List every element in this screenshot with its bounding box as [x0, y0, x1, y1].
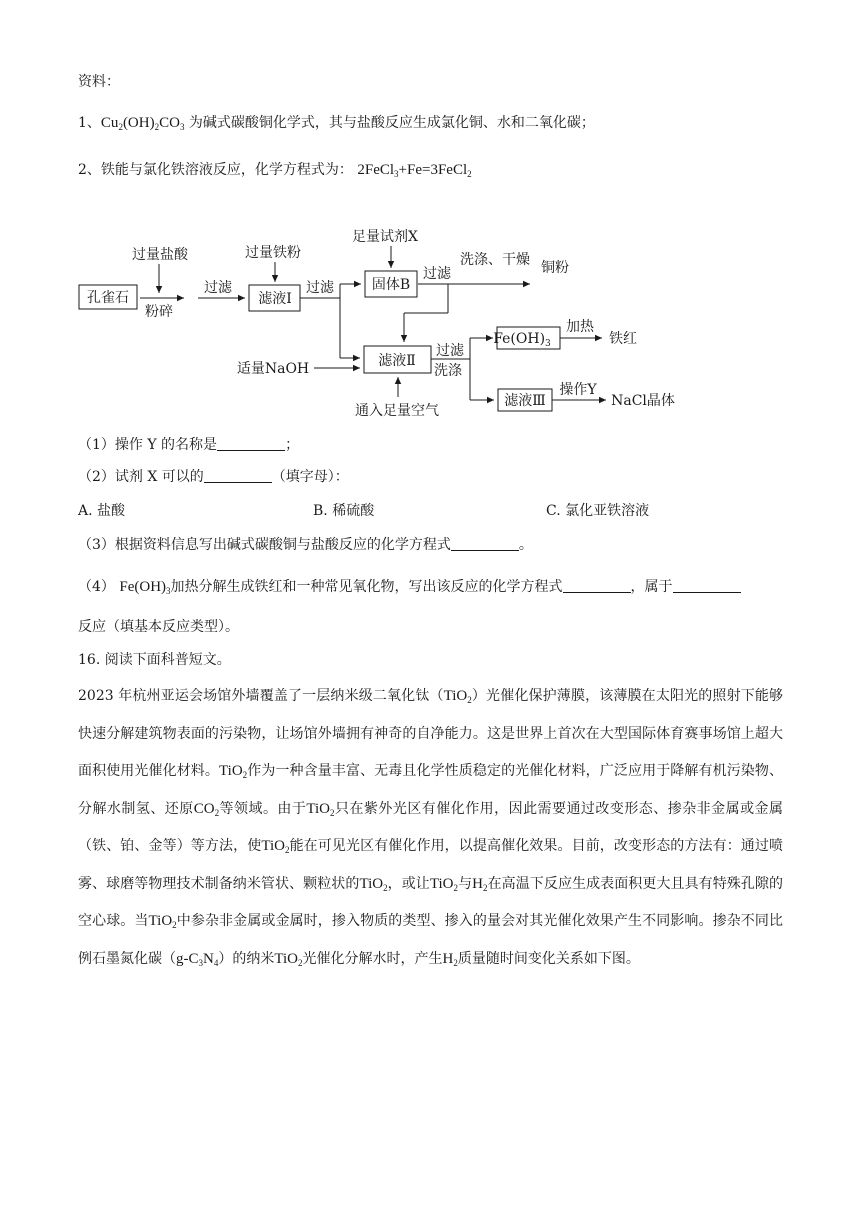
label-filter-3: 过滤 — [423, 266, 451, 282]
label-heat: 加热 — [566, 319, 594, 335]
formula-feoh3: $Fe(OH)_3$ — [119, 579, 171, 596]
label-filtrate-3: 滤液Ⅲ — [504, 393, 546, 409]
label-solid-b: 固体B — [371, 277, 411, 293]
answer-blank-4b[interactable] — [673, 578, 741, 593]
label-excess-iron: 过量铁粉 — [245, 245, 301, 261]
label-filtrate-2: 滤液Ⅱ — [378, 353, 416, 369]
label-air: 通入足量空气 — [355, 403, 439, 419]
option-a[interactable]: A. 盐酸 — [78, 503, 126, 519]
answer-blank-3[interactable] — [451, 536, 519, 551]
question-3: （3）根据资料信息写出碱式碳酸铜与盐酸反应的化学方程式 。 — [78, 537, 533, 553]
label-excess-hcl: 过量盐酸 — [132, 247, 188, 263]
question-4-continued: 反应（填基本反应类型）。 — [78, 619, 239, 635]
info-item-1-text: 为碱式碳酸铜化学式，其与盐酸反应生成氯化铜、水和二氧化碳； — [188, 115, 595, 131]
label-crush: 粉碎 — [145, 304, 173, 320]
label-reagent-x: 足量试剂X — [352, 229, 418, 245]
label-filter-2: 过滤 — [306, 280, 334, 296]
label-op-y: 操作Y — [559, 382, 597, 398]
option-b[interactable]: B. 稀硫酸 — [313, 503, 375, 519]
label-filtrate-1: 滤液Ⅰ — [258, 291, 292, 307]
answer-blank-2[interactable] — [204, 468, 272, 483]
label-filter-wash-2: 洗涤 — [434, 363, 462, 379]
article-paragraph: 2023 年杭州亚运会场馆外墙覆盖了一层纳米级二氧化钛（TiO$_2$）光催化保护薄膜，该薄膜在太阳光的照射下能够快速分解建筑物表面的污染物，让场馆外墙拥有神奇的自净能力。这是世界上首次在大型国际体育赛事场馆上超大面积使用光催化材料。TiO$_2$作为一种含量丰富、无毒且化学性质稳定的光催化材料，广泛应用于降解有机污染物、分解水制氢、还原$CO_2$等领域。由于TiO$_2$只在紫外光区有催化作用，因此需要通过改变形态、掺杂非金属或金属（铁、铂、金等）等方法，使TiO$_2$能在可见光区有催化作用，以提高催化效果。目前，改变形态的方法有：通过喷雾、球磨等物理技术制备纳米管状、颗粒状的TiO$_2$，或让TiO$_2$与$H_2$在高温下反应生成表面积更大且具有特殊孔隙的空心球。当TiO$_2$中参杂非金属或金属时，掺入物质的类型、掺入的量会对其光催化效果产生不同影响。掺杂不同比例石墨氮化碳$(g-C_3N_4)$的纳米TiO$_2$光催化分解水时，产生$H_2$质量随时间变化关系如下图。 — [78, 688, 784, 968]
info-item-2-text: 2、铁能与氯化铁溶液反应，化学方程式为： — [78, 162, 353, 178]
label-filter-1: 过滤 — [204, 280, 232, 296]
label-malachite: 孔雀石 — [87, 290, 129, 306]
question-16-title: 16. 阅读下面科普短文。 — [78, 652, 231, 668]
label-nacl: NaCl晶体 — [611, 393, 675, 409]
label-naoh: 适量NaOH — [236, 361, 310, 377]
equation-fecl3-fe: 2FeCl$_3$+Fe=3FeCl$_2$ — [357, 162, 472, 179]
label-copper-powder: 铜粉 — [541, 260, 569, 276]
label-wash-dry: 洗涤、干燥 — [460, 252, 530, 268]
answer-blank-1[interactable] — [217, 436, 285, 451]
question-1: （1）操作 Y 的名称是 ； — [78, 437, 300, 453]
label-iron-red: 铁红 — [609, 331, 637, 347]
formula-cu2oh2co3: $Cu_2(OH)_2CO_3$ — [100, 115, 185, 132]
option-c[interactable]: C. 氯化亚铁溶液 — [546, 503, 650, 519]
info-item-1-prefix: 1、 — [78, 115, 101, 131]
label-filter-wash-1: 过滤 — [436, 343, 464, 359]
question-4: （4） $Fe(OH)_3$加热分解生成铁红和一种常见氧化物，写出该反应的化学方程式 ，属于 — [78, 577, 741, 597]
answer-blank-4a[interactable] — [563, 578, 631, 593]
info-heading: 资料： — [78, 74, 120, 90]
question-2: （2）试剂 X 可以的 （填字母）： — [78, 469, 349, 485]
label-feoh3: $Fe(OH)_3$ — [493, 331, 551, 349]
